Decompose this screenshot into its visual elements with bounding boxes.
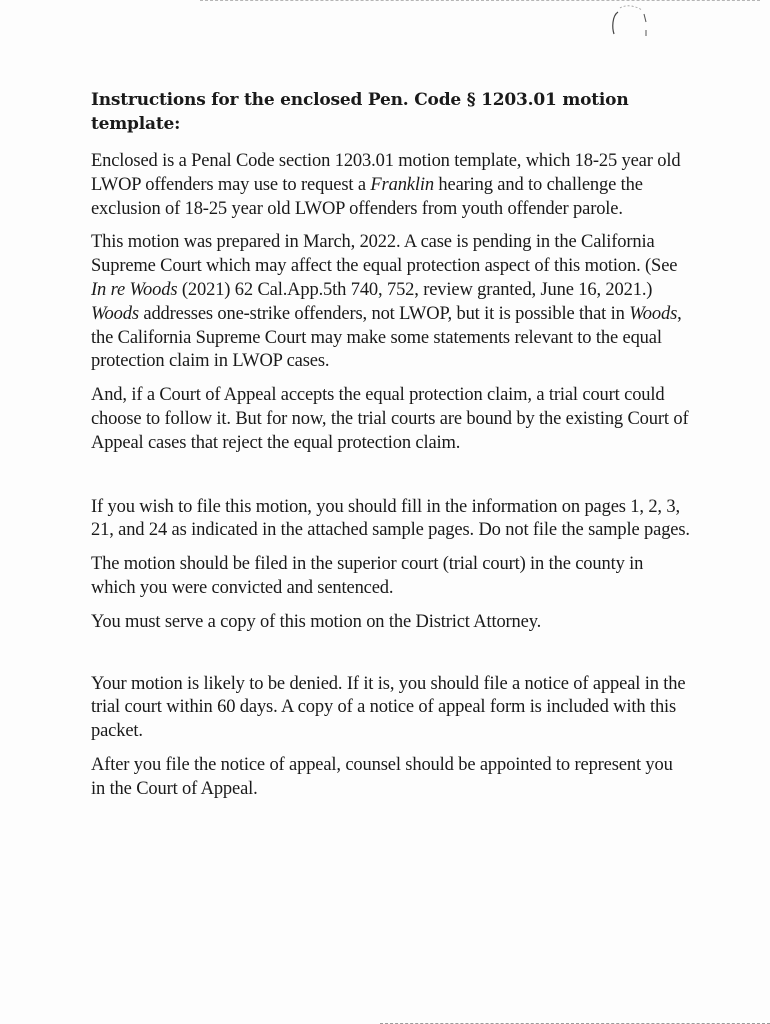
scan-artifact-icon xyxy=(606,4,650,40)
paragraph-court-of-appeal: And, if a Court of Appeal accepts the equal protection claim, a trial court could choose to follow it. But for now, the trial courts are bound by the existing Court of Appeal cases that reject the equal protection claim. xyxy=(91,385,689,453)
case-name-woods: Woods xyxy=(91,303,139,324)
paragraph-counsel: After you file the notice of appeal, counsel should be appointed to represent you in the Court of Appeal. xyxy=(91,754,673,799)
paragraph-file-motion: If you wish to file this motion, you should fill in the information on pages 1, 2, 3, 21, and 24 as indicated in the attached sample pages. Do not file the sample pages. xyxy=(91,496,690,541)
case-name-woods-2: Woods xyxy=(629,303,678,324)
case-name-franklin: Franklin xyxy=(370,174,434,195)
paragraph-serve-copy: You must serve a copy of this motion on the District Attorney. xyxy=(91,611,542,632)
paragraph-enclosed: Enclosed is a Penal Code section 1203.01 motion template, which 18-25 year old LWOP offenders may use to request a Franklin hearing and to challenge the exclusion of 18-25 year old LWOP offenders from youth offender parole. xyxy=(91,151,681,219)
paragraph-likely-denied: Your motion is likely to be denied. If it is, you should file a notice of appeal in the trial court within 60 days. A copy of a notice of appeal form is included with this packet. xyxy=(91,673,686,742)
paragraph-superior-court: The motion should be filed in the superior court (trial court) in the county in which you were convicted and sentenced. xyxy=(91,554,644,598)
scan-edge-top xyxy=(200,0,760,3)
document-body xyxy=(91,88,691,812)
paragraph-pending-case: This motion was prepared in March, 2022. A case is pending in the California Supreme Court which may affect the equal protection aspect of this motion. (See In re Woods (2021) 62 Cal.App.5th 740, 752, review granted, June 16, 2021.) Woods addresses one-strike offenders, not LWOP, but it is possible that in Woods, the California Supreme Court may make some statements relevant to the equal protection claim in LWOP cases. xyxy=(91,232,682,372)
document-title: Instructions for the enclosed Pen. Code § 1203.01 motion template: xyxy=(91,90,629,134)
case-name-in-re-woods: In re Woods xyxy=(91,279,178,300)
